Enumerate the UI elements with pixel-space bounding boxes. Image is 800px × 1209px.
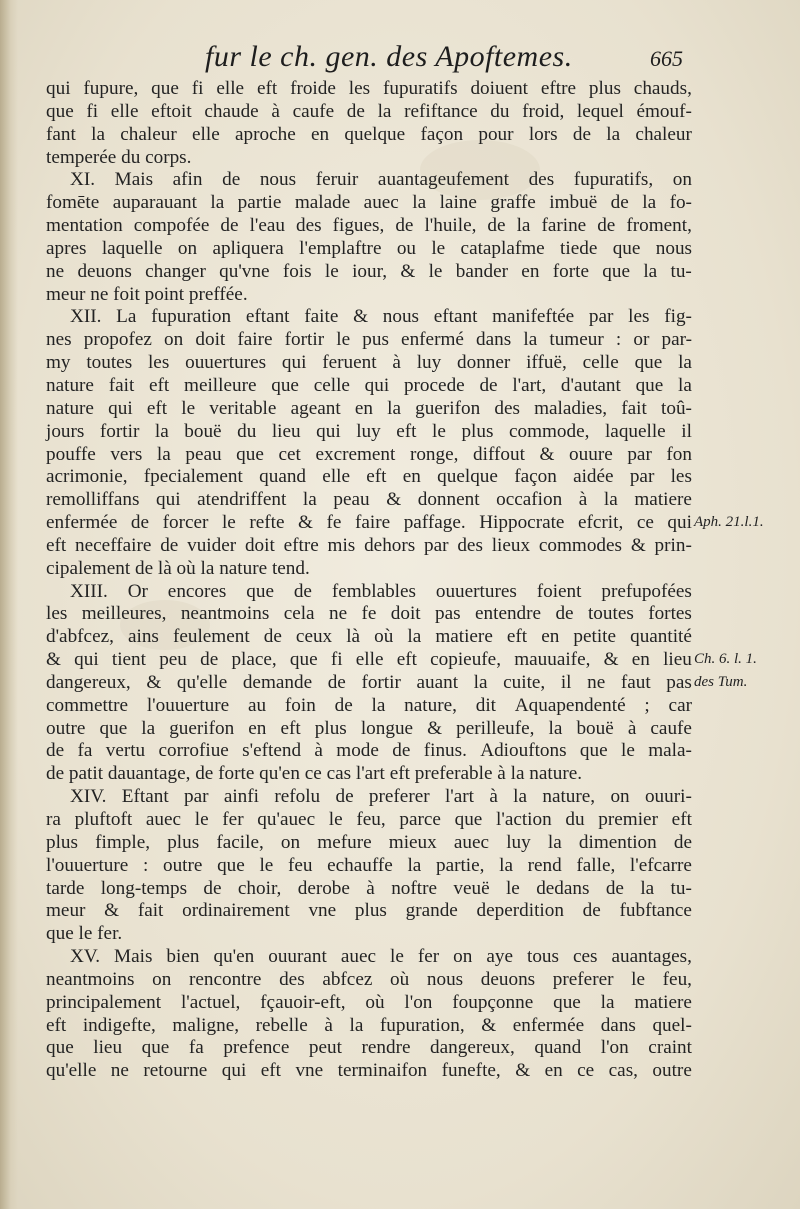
- text-line: que le fer.: [46, 923, 123, 945]
- body-text: [46, 78, 692, 1083]
- text-line: remolliffans qui atendriffent la peau & donnent occafion à la matiere: [46, 489, 692, 511]
- text-line: temperée du corps.: [46, 146, 192, 168]
- text-line: outre que la guerifon en eft plus longue & perilleufe, la bouë à caufe: [46, 717, 692, 739]
- text-line: de fa vertu corrofiue s'eftend à mode de finus. Adiouftons que le mala-: [46, 740, 692, 762]
- text-line: d'abfcez, ains feulement de ceux là où la matiere eft en petite quantité: [46, 626, 692, 648]
- text-line: principalement l'actuel, fçauoir-eft, où l'on foupçonne que la matiere: [46, 991, 692, 1013]
- text-line: XIII. Or encores que de femblables ouuertures foient prefupofées: [70, 580, 692, 602]
- margin-note: des Tum.: [694, 674, 748, 691]
- text-line: les meilleures, neantmoins cela ne fe doit pas entendre de toutes fortes: [46, 603, 692, 625]
- text-line: eft indigefte, maligne, rebelle à la fupuration, & enfermée dans quel-: [46, 1014, 692, 1036]
- text-line: neantmoins on rencontre des abfcez où nous deuons preferer le feu,: [46, 968, 692, 990]
- text-line: que fi elle eftoit chaude à caufe de la refiftance du froid, lequel émouf-: [46, 100, 692, 122]
- text-line: my toutes les ouuertures qui feruent à luy donner iffuë, celle que la: [46, 352, 692, 374]
- text-line: mentation compofée de l'eau des figues, de l'huile, de la farine de froment,: [46, 215, 692, 237]
- text-line: XV. Mais bien qu'en ouurant auec le fer on aye tous ces auantages,: [70, 946, 692, 968]
- text-line: l'ouuerture : outre que le feu echauffe la partie, la rend falle, l'efcarre: [46, 854, 692, 876]
- page-binding-shadow: [0, 0, 18, 1209]
- text-line: apres laquelle on apliquera l'emplaftre ou le cataplafme tiede que nous: [46, 237, 692, 259]
- margin-note: Ch. 6. l. 1.: [694, 651, 757, 668]
- text-line: fant la chaleur elle aproche en quelque façon pour lors de la chaleur: [46, 123, 692, 145]
- text-line: XII. La fupuration eftant faite & nous eftant manifeftée par les fig-: [70, 306, 692, 328]
- running-head-title: fur le ch. gen. des Apoftemes.: [205, 40, 573, 73]
- running-head: [0, 40, 800, 80]
- text-line: que lieu que fa prefence peut rendre dangereux, quand l'on craint: [46, 1037, 692, 1059]
- text-line: fomēte auparauant la partie malade auec la laine graffe imbuë de la fo-: [46, 192, 692, 214]
- text-line: plus fimple, plus facile, on mefure mieux auec luy la dimention de: [46, 831, 692, 853]
- text-line: dangereux, & qu'elle demande de fortir auant la cuite, il ne faut pas: [46, 671, 692, 693]
- text-line: qui fupure, que fi elle eft froide les fupuratifs doiuent eftre plus chauds,: [46, 78, 692, 99]
- page-number: 665: [650, 46, 683, 71]
- text-line: eft neceffaire de vuider doit eftre mis dehors par des lieux commodes & prin-: [46, 534, 692, 556]
- text-line: meur ne foit point preffée.: [46, 283, 248, 305]
- text-line: & qui tient peu de place, que fi elle eft copieufe, mauuaife, & en lieu: [46, 649, 692, 671]
- text-line: pouffe vers la peau que cet excrement ronge, diffout & ouure par fon: [46, 443, 692, 465]
- text-line: commettre l'ouuerture au foin de la nature, dit Aquapendenté ; car: [46, 694, 692, 716]
- text-line: XIV. Eftant par ainfi refolu de preferer l'art à la nature, on ouuri-: [70, 786, 692, 808]
- margin-note: Aph. 21.l.1.: [694, 514, 764, 531]
- text-line: ne deuons changer qu'vne fois le iour, & le bander en forte que la tu-: [46, 260, 692, 282]
- text-line: enfermée de forcer le refte & fe faire paffage. Hippocrate efcrit, ce qui: [46, 512, 692, 534]
- text-line: de patit dauantage, de forte qu'en ce cas l'art eft preferable à la nature.: [46, 763, 583, 785]
- text-line: nature qui eft le veritable ageant en la guerifon des maladies, fait toû-: [46, 397, 692, 419]
- text-line: meur & fait ordinairement vne plus grande deperdition de fubftance: [46, 900, 692, 922]
- text-line: nes propofez on doit faire fortir le pus enfermé dans la tumeur : or par-: [46, 329, 692, 351]
- text-line: ra pluftoft auec le fer qu'auec le feu, parce que l'action du premier eft: [46, 809, 692, 830]
- text-line: jours fortir la bouë du lieu qui luy eft le plus commode, laquelle il: [46, 420, 692, 442]
- text-line: nature fait eft meilleure que celle qui procede de l'art, d'autant que la: [46, 374, 692, 396]
- text-line: tarde long-temps de choir, derobe à noftre veuë le dedans de la tu-: [46, 877, 692, 899]
- text-line: acrimonie, fpecialement quand elle eft en quelque façon aidée par les: [46, 466, 692, 488]
- text-line: XI. Mais afin de nous feruir auantageufement des fupuratifs, on: [70, 169, 692, 191]
- text-line: cipalement de là où la nature tend.: [46, 557, 310, 579]
- text-line: qu'elle ne retourne qui eft vne terminaifon funefte, & en ce cas, outre: [46, 1060, 692, 1082]
